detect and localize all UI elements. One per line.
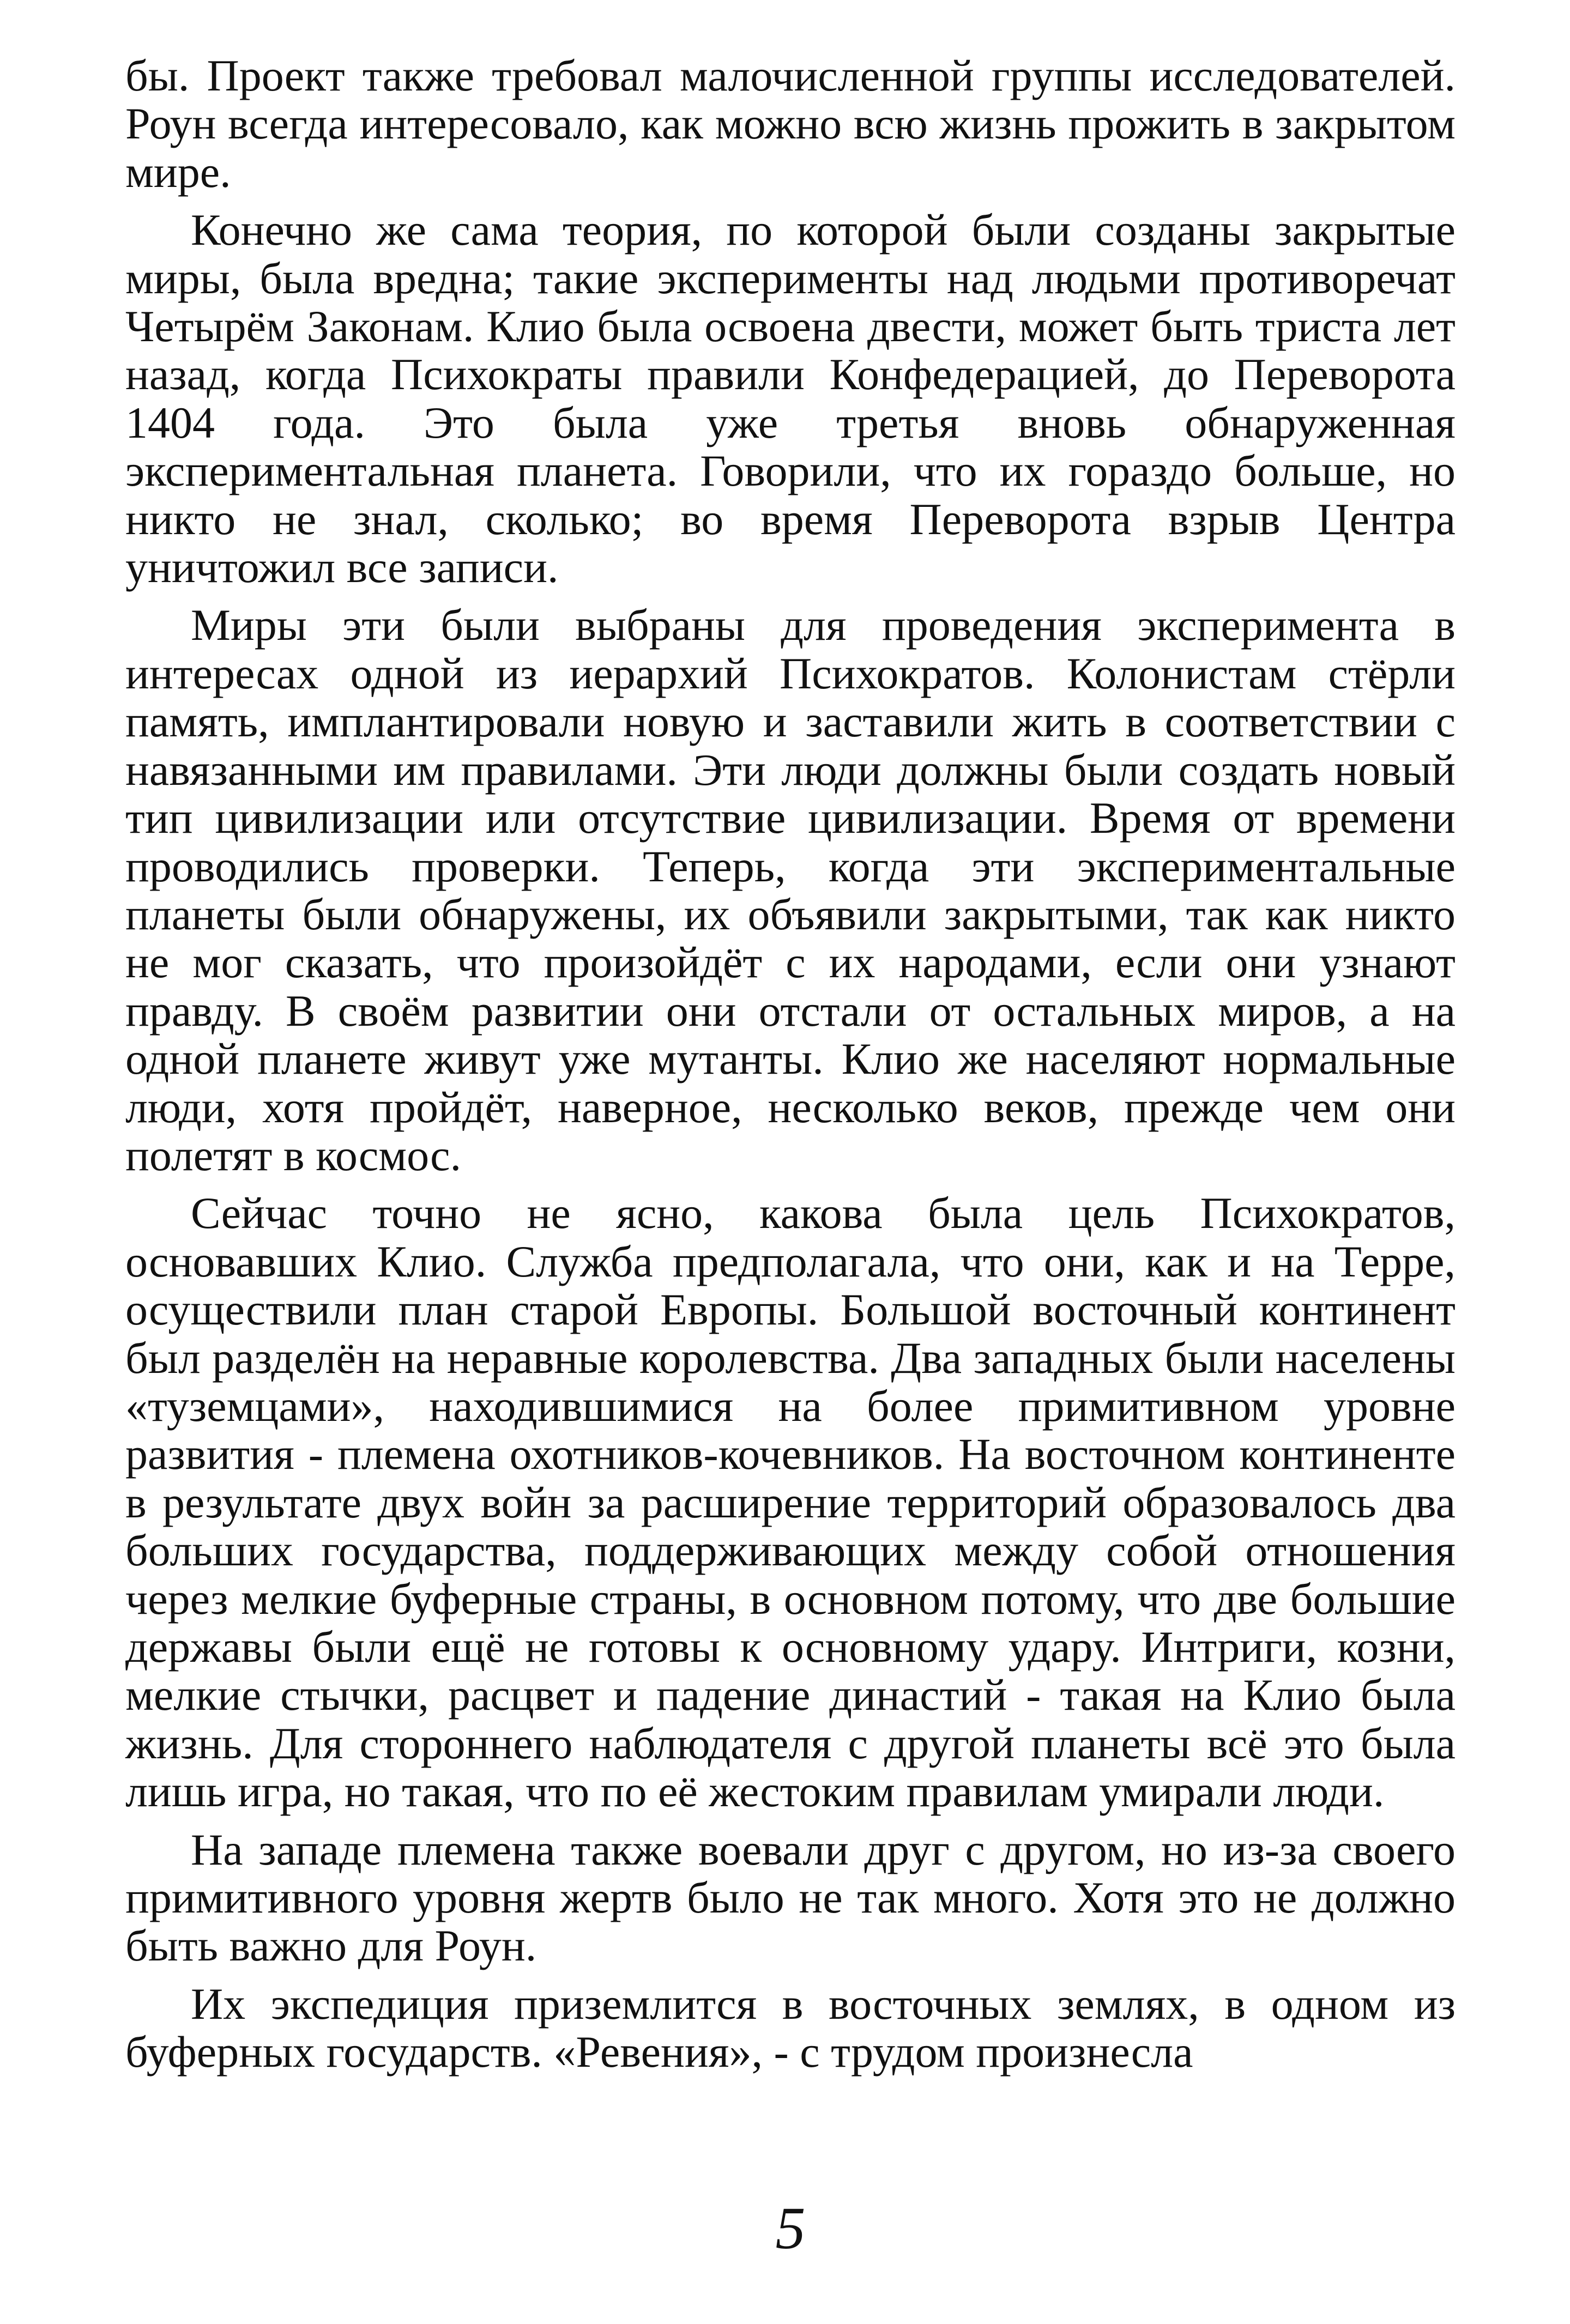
book-page — [125, 51, 1456, 2261]
paragraph-3: Миры эти были выбраны для проведения эксперимента в интересах одной из иерархий Психократов. Колонистам стёрли память, имплантировали новую и заставили жить в соответствии с навязанными им правилами. Эти люди должны были создать новый тип цивилизации или отсутствие цивилизации. Время от времени проводились проверки. Теперь, когда эти экспериментальные планеты были обнаружены, их объявили закрытыми, так как никто не мог сказать, что произойдёт с их народами, если они узнают правду. В своём развитии они отстали от остальных миров, а на одной планете живут уже мутанты. Клио же населяют нормальные люди, хотя пройдёт, наверное, несколько веков, прежде чем они полетят в космос. — [125, 600, 1456, 1180]
paragraph-6: Их экспедиция приземлится в восточных землях, в одном из буферных государств. «Ревения», - с трудом произнесла — [125, 1978, 1456, 2077]
paragraph-4: Сейчас точно не ясно, какова была цель Психократов, основавших Клио. Служба предполагала, что они, как и на Терре, осуществили план старой Европы. Большой восточный континент был разделён на неравные королевства. Два западных были населены «туземцами», находившимися на более примитивном уровне развития - племена охотников-кочевников. На восточном континенте в результате двух войн за расширение территорий образовалось два больших государства, поддерживающих между собой отношения через мелкие буферные страны, в основном потому, что две большие державы были ещё не готовы к основному удару. Интриги, козни, мелкие стычки, расцвет и падение династий - такая на Клио была жизнь. Для стороннего наблюдателя с другой планеты всё это была лишь игра, но такая, что по её жестоким правилам умирали люди. — [125, 1188, 1456, 1817]
paragraph-2: Конечно же сама теория, по которой были созданы закрытые миры, была вредна; такие эксперименты над людьми противоречат Четырём Законам. Клио была освоена двести, может быть триста лет назад, когда Психократы правили Конфедерацией, до Переворота 1404 года. Это была уже третья вновь обнаруженная экспериментальная планета. Говорили, что их гораздо больше, но никто не знал, сколько; во время Переворота взрыв Центра уничтожил все записи. — [125, 205, 1456, 592]
paragraph-1: бы. Проект также требовал малочисленной группы исследователей. Роун всегда интересовало, как можно всю жизнь прожить в закрытом мире. — [125, 51, 1456, 197]
paragraph-5: На западе племена также воевали друг с другом, но из-за своего примитивного уровня жертв было не так много. Хотя это не должно быть важно для Роун. — [125, 1824, 1456, 1971]
body-text — [125, 52, 1456, 2077]
page-number: 5 — [775, 2195, 806, 2261]
